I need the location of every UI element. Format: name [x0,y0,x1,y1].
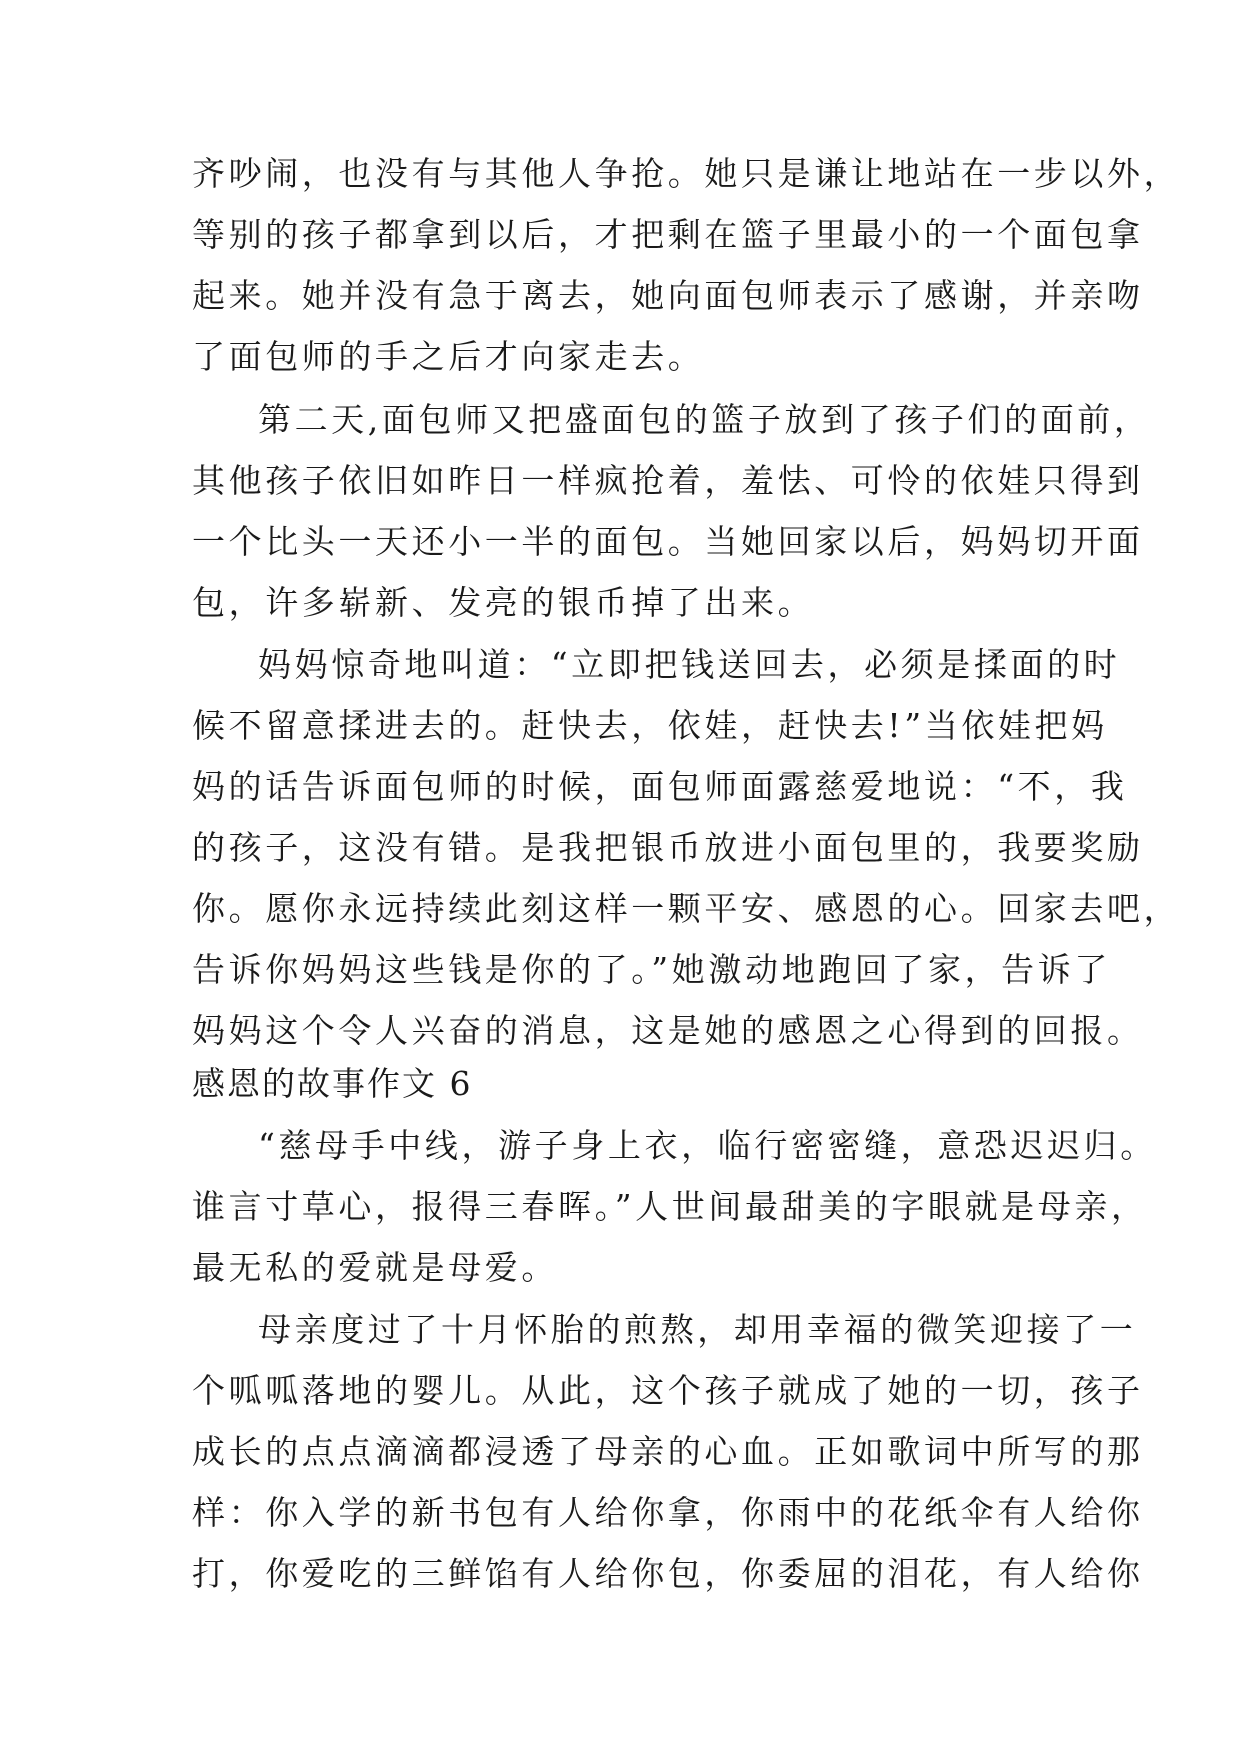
text-line: 等别的孩子都拿到以后，才把剩在篮子里最小的一个面包拿 [192,215,1144,254]
text-line: 最无私的爱就是母爱。 [192,1248,558,1287]
text-line: “慈母手中线，游子身上衣，临行密密缝，意恐迟迟归。 [258,1126,1157,1165]
text-line: 一个比头一天还小一半的面包。当她回家以后，妈妈切开面 [192,522,1144,561]
text-line: 成长的点点滴滴都浸透了母亲的心血。正如歌词中所写的那 [192,1432,1144,1471]
text-line: 个呱呱落地的婴儿。从此，这个孩子就成了她的一切，孩子 [192,1371,1144,1410]
text-line: 妈的话告诉面包师的时候，面包师面露慈爱地说：“不，我 [192,767,1128,806]
text-line: 样：你入学的新书包有人给你拿，你雨中的花纸伞有人给你 [192,1493,1144,1532]
text-line: 你。愿你永远持续此刻这样一颗平安、感恩的心。回家去吧， [192,889,1181,928]
text-line: 其他孩子依旧如昨日一样疯抢着，羞怯、可怜的依娃只得到 [192,461,1144,500]
text-line: 妈妈这个令人兴奋的消息，这是她的感恩之心得到的回报。 [192,1011,1144,1050]
text-line: 包，许多崭新、发亮的银币掉了出来。 [192,583,815,622]
text-line: 妈妈惊奇地叫道：“立即把钱送回去，必须是揉面的时 [258,645,1121,684]
text-line: 了面包师的手之后才向家走去。 [192,337,705,376]
section-heading: 感恩的故事作文 6 [192,1064,473,1103]
text-line: 告诉你妈妈这些钱是你的了。”她激动地跑回了家，告诉了 [192,950,1111,989]
text-line: 候不留意揉进去的。赶快去，依娃，赶快去!”当依娃把妈 [192,706,1108,745]
text-line: 打，你爱吃的三鲜馅有人给你包，你委屈的泪花，有人给你 [192,1554,1144,1593]
text-line: 谁言寸草心，报得三春晖。”人世间最甜美的字眼就是母亲， [192,1187,1148,1226]
text-line: 起来。她并没有急于离去，她向面包师表示了感谢，并亲吻 [192,276,1144,315]
text-line: 第二天,面包师又把盛面包的篮子放到了孩子们的面前， [258,400,1151,439]
text-line: 母亲度过了十月怀胎的煎熬，却用幸福的微笑迎接了一 [258,1310,1137,1349]
text-line: 的孩子，这没有错。是我把银币放进小面包里的，我要奖励 [192,828,1144,867]
text-line: 齐吵闹，也没有与其他人争抢。她只是谦让地站在一步以外， [192,154,1181,193]
